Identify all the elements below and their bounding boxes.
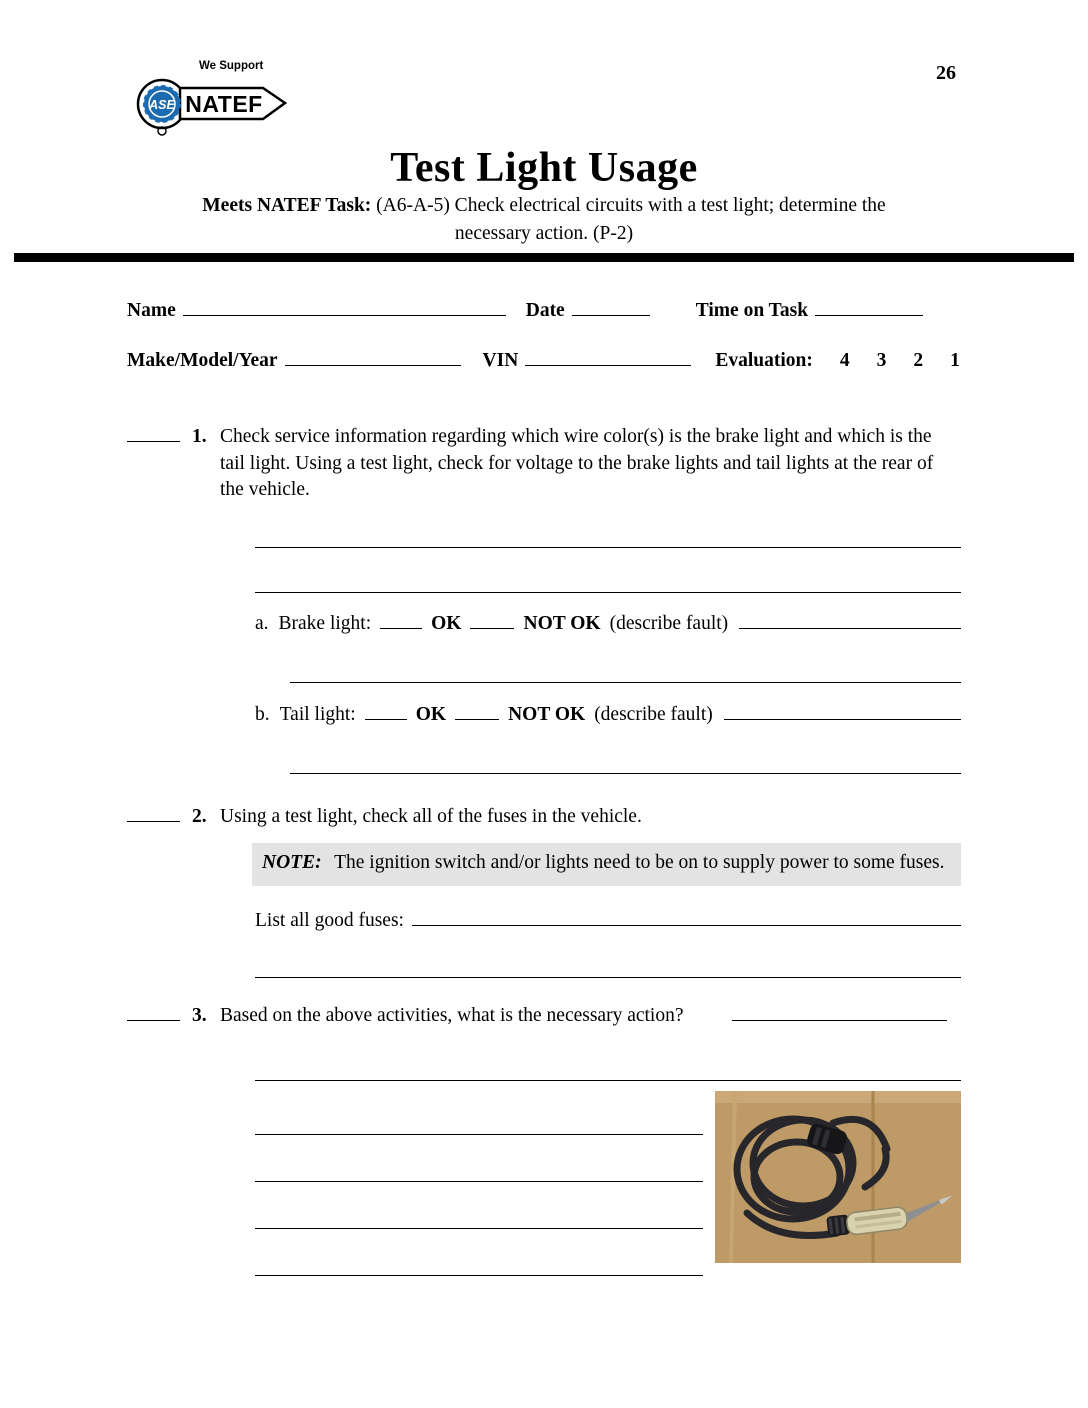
good-fuses-label: List all good fuses: — [255, 910, 404, 932]
date-blank — [572, 296, 650, 316]
task-1-text: Check service information regarding which wire color(s) is the brake light and which is the tail light. Using a test light, check for voltage to the brake lights and tail lights at the rear of the vehicle. — [220, 426, 934, 501]
header-divider — [14, 253, 1074, 262]
task-3-inline-blank — [732, 1000, 947, 1020]
brake-light-row — [255, 609, 961, 635]
evaluation-label: Evaluation: — [715, 349, 813, 371]
brake-light-label: Brake light: — [278, 613, 372, 635]
task-3-grade-blank — [127, 1000, 180, 1020]
task-3-answer-line-5 — [255, 1229, 703, 1276]
task-2 — [127, 802, 961, 831]
brake-light-ok-label: OK — [431, 613, 462, 635]
page-title: Test Light Usage — [390, 145, 698, 191]
natef-label: NATEF — [185, 91, 263, 117]
task-2-answer-line — [255, 932, 961, 978]
task-2-number: 2. — [192, 806, 207, 828]
task-1-number: 1. — [192, 426, 207, 448]
natef-task-line-1 — [0, 192, 1088, 220]
test-light-photo — [715, 1091, 961, 1263]
evaluation-3: 3 — [876, 349, 887, 371]
task-2-text: Using a test light, check all of the fuses in the vehicle. — [220, 806, 642, 828]
natef-key-icon — [131, 54, 301, 140]
task-1 — [127, 422, 961, 504]
vin-label: VIN — [482, 349, 519, 371]
ase-label: ASE — [149, 98, 175, 112]
tail-light-fault-blank — [724, 699, 961, 719]
evaluation-1: 1 — [950, 349, 960, 371]
task-3-number: 3. — [192, 1004, 207, 1026]
task-3-text: Based on the above activities, what is the necessary action? — [220, 1004, 684, 1026]
brake-light-fault-blank — [739, 609, 961, 629]
task-3-answer-line-2 — [255, 1091, 703, 1135]
brake-light-ok-blank — [380, 609, 422, 629]
task-3-extra-lines — [255, 1091, 703, 1276]
task-1-answer-line-1 — [255, 504, 961, 548]
bottom-section — [127, 1091, 961, 1276]
test-light-photo-image — [715, 1091, 961, 1263]
brake-light-describe-label: (describe fault) — [609, 613, 729, 635]
natef-logo — [131, 54, 301, 140]
make-model-year-label: Make/Model/Year — [127, 349, 278, 371]
item-b-letter: b. — [255, 703, 270, 725]
time-on-task-blank — [815, 296, 923, 316]
name-blank — [183, 296, 506, 316]
page-number: 26 — [936, 62, 956, 84]
evaluation-4: 4 — [839, 349, 850, 371]
evaluation-2: 2 — [913, 349, 924, 371]
tail-light-label: Tail light: — [279, 703, 356, 725]
tail-light-not-ok-label: NOT OK — [508, 703, 586, 725]
we-support-label: We Support — [199, 60, 264, 72]
brake-light-not-ok-blank — [470, 609, 514, 629]
tail-light-row — [255, 699, 961, 725]
worksheet-body — [127, 292, 961, 1276]
task-2-grade-blank — [127, 802, 180, 822]
natef-task-text: (A6-A-5) Check electrical circuits with a test light; determine the — [376, 195, 886, 216]
task-1-grade-blank — [127, 422, 180, 442]
task-3-answer-line-1 — [255, 1029, 961, 1081]
tail-light-describe-label: (describe fault) — [594, 703, 713, 725]
task-1-answer-line-2 — [255, 548, 961, 593]
natef-task-line-2: necessary action. (P-2) — [454, 223, 634, 245]
good-fuses-blank — [412, 906, 961, 926]
task-3 — [127, 1000, 961, 1029]
meets-natef-task-label: Meets NATEF Task: — [202, 195, 372, 216]
info-row-1 — [127, 296, 961, 322]
tail-light-ok-blank — [365, 699, 407, 719]
note-box — [252, 843, 961, 886]
make-model-year-blank — [285, 345, 461, 365]
document-header — [0, 144, 1088, 249]
item-a-letter: a. — [255, 613, 269, 635]
tail-light-ok-label: OK — [415, 703, 447, 725]
task-3-answer-line-3 — [255, 1135, 703, 1182]
note-label: NOTE: — [262, 851, 322, 873]
time-on-task-label: Time on Task — [695, 300, 809, 322]
brake-light-answer-line — [290, 635, 961, 683]
name-label: Name — [127, 300, 176, 322]
tail-light-answer-line — [290, 726, 961, 774]
good-fuses-row — [255, 906, 961, 932]
tail-light-not-ok-blank — [455, 699, 499, 719]
date-label: Date — [525, 300, 565, 322]
info-row-2 — [127, 345, 961, 371]
vin-blank — [525, 345, 691, 365]
task-3-answer-line-4 — [255, 1182, 703, 1229]
brake-light-not-ok-label: NOT OK — [523, 613, 601, 635]
note-text: The ignition switch and/or lights need to be on to supply power to some fuses. — [334, 851, 945, 873]
